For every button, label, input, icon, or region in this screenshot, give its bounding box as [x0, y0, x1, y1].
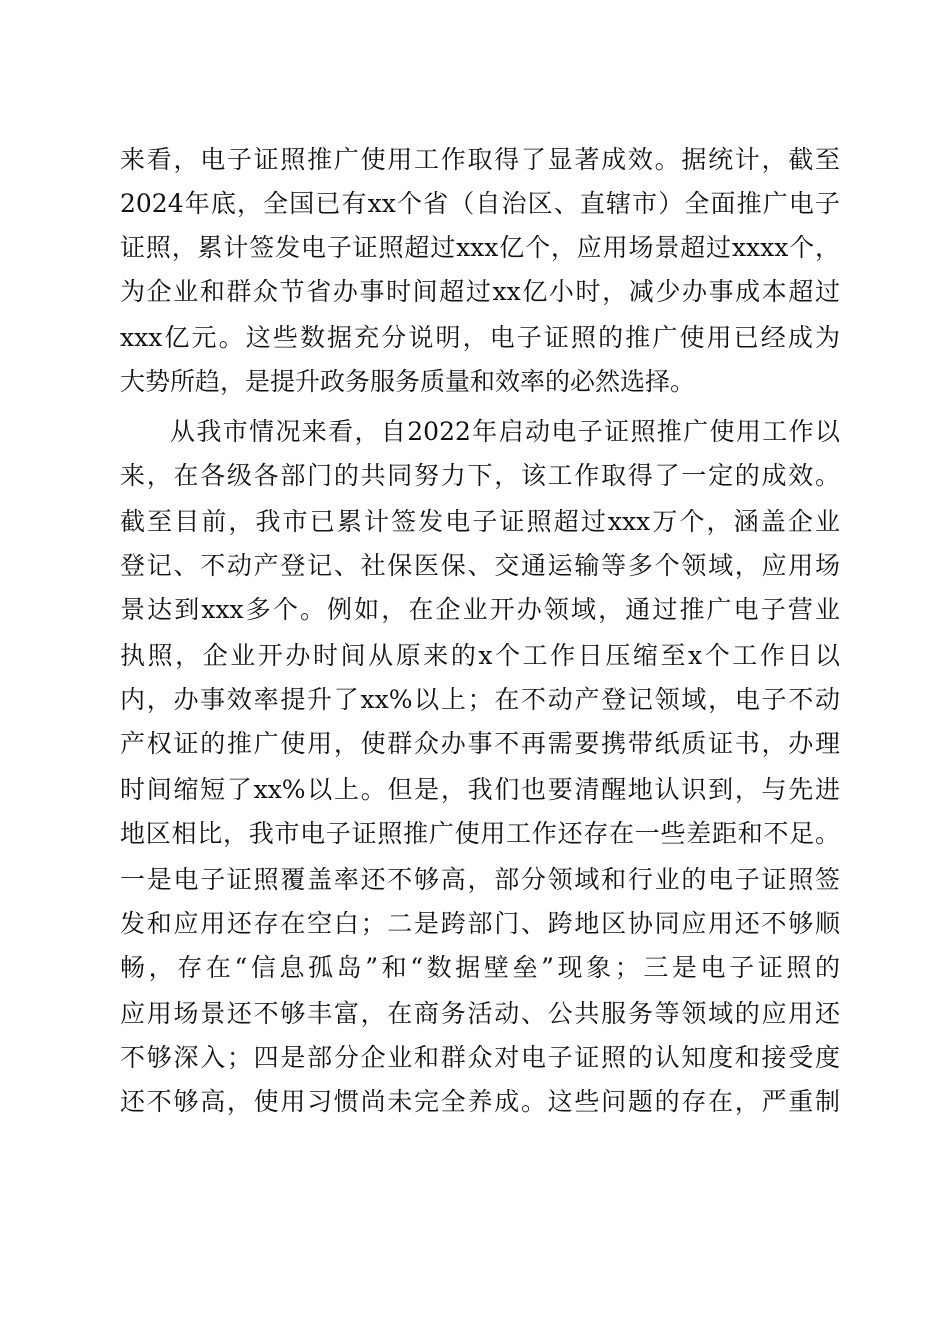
text-line: 证照，累计签发电子证照超过xxx亿个，应用场景超过xxxx个，	[120, 233, 840, 262]
text-line: 时间缩短了xx%以上。但是，我们也要清醒地认识到，与先进	[120, 775, 840, 804]
text-line: 从我市情况来看，自2022年启动电子证照推广使用工作以	[170, 417, 840, 446]
text-line: 畅，存在“信息孤岛”和“数据壁垒”现象；三是电子证照的	[120, 953, 840, 982]
text-line: 2024年底，全国已有xx个省（自治区、直辖市）全面推广电子	[120, 189, 840, 218]
text-line: 为企业和群众节省办事时间超过xx亿小时，减少办事成本超过	[120, 277, 840, 306]
text-line: 应用场景还不够丰富，在商务活动、公共服务等领域的应用还	[120, 999, 840, 1028]
text-line: 一是电子证照覆盖率还不够高，部分领域和行业的电子证照签	[120, 865, 840, 894]
text-line: 不够深入；四是部分企业和群众对电子证照的认知度和接受度	[120, 1043, 840, 1072]
text-line: 来看，电子证照推广使用工作取得了显著成效。据统计，截至	[120, 145, 840, 174]
text-line: 发和应用还存在空白；二是跨部门、跨地区协同应用还不够顺	[120, 909, 840, 938]
text-line: 大势所趋，是提升政务服务质量和效率的必然选择。	[120, 367, 696, 396]
text-line: 景达到xxx多个。例如，在企业开办领域，通过推广电子营业	[120, 595, 840, 624]
text-line: xxx亿元。这些数据充分说明，电子证照的推广使用已经成为	[120, 323, 840, 352]
text-line: 来，在各级各部门的共同努力下，该工作取得了一定的成效。	[120, 461, 840, 490]
text-line: 截至目前，我市已累计签发电子证照超过xxx万个，涵盖企业	[120, 507, 840, 536]
text-line: 还不够高，使用习惯尚未完全养成。这些问题的存在，严重制	[120, 1087, 840, 1116]
text-line: 执照，企业开办时间从原来的x个工作日压缩至x个工作日以	[120, 641, 840, 670]
text-line: 内，办事效率提升了xx%以上；在不动产登记领域，电子不动	[120, 685, 840, 714]
text-line: 地区相比，我市电子证照推广使用工作还存在一些差距和不足。	[120, 819, 840, 848]
text-line: 产权证的推广使用，使群众办事不再需要携带纸质证书，办理	[120, 729, 840, 758]
text-line: 登记、不动产登记、社保医保、交通运输等多个领域，应用场	[120, 551, 840, 580]
